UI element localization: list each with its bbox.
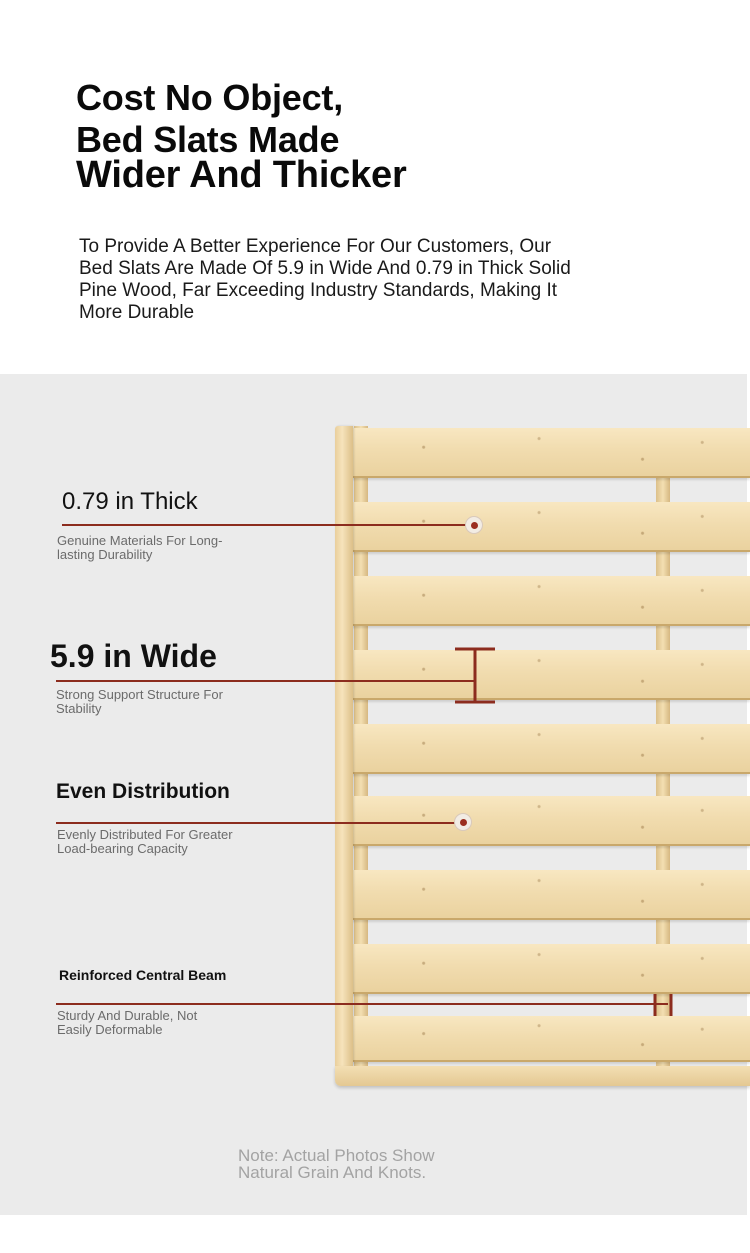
feature-beam — [59, 967, 226, 983]
callout-line-beam — [56, 1003, 668, 1005]
headline-line-3: Wider And Thicker — [76, 154, 407, 196]
slat — [352, 724, 750, 774]
feature-wide-subtitle: Strong Support Structure For Stability — [56, 687, 223, 716]
feature-distribution-subtitle: Evenly Distributed For Greater Load-bearing Capacity — [57, 827, 233, 856]
slat — [352, 796, 750, 846]
slat — [352, 944, 750, 994]
feature-beam-desc — [57, 1009, 227, 1037]
headline-line-2: Bed Slats Made — [76, 119, 340, 160]
photo-note — [238, 1147, 435, 1181]
callout-dot-distribution — [454, 813, 472, 831]
slat — [352, 428, 750, 478]
feature-distribution-desc — [57, 828, 257, 856]
feature-distribution-title: Even Distribution — [56, 780, 230, 803]
bottom-rail — [335, 1066, 750, 1086]
photo-note-line-2: Natural Grain And Knots. — [238, 1163, 427, 1182]
slat — [352, 870, 750, 920]
feature-thick — [62, 488, 198, 516]
slat — [352, 1016, 750, 1062]
feature-beam-title: Reinforced Central Beam — [59, 967, 227, 983]
feature-thick-subtitle: Genuine Materials For Long-lasting Durability — [57, 533, 223, 562]
beam-indicator-icon — [650, 992, 676, 1018]
slat — [352, 576, 750, 626]
callout-line-thick — [62, 524, 476, 526]
slat — [352, 650, 750, 700]
intro-paragraph: To Provide A Better Experience For Our Customers, Our Bed Slats Are Made Of 5.9 in Wide And 0.79 in Thick Solid Pine Wood, Far Exceeding Industry Standards, Making It More Durable — [79, 236, 571, 323]
callout-dot-thick — [465, 516, 483, 534]
photo-note-line-1: Note: Actual Photos Show — [238, 1146, 435, 1165]
feature-wide-title: 5.9 in Wide — [50, 638, 217, 674]
headline-line-1: Cost No Object, — [76, 77, 344, 118]
feature-distribution — [56, 780, 230, 804]
feature-wide — [50, 638, 217, 675]
callout-line-wide — [56, 680, 476, 682]
feature-wide-desc — [56, 688, 256, 716]
headline — [76, 77, 436, 196]
width-indicator-icon — [455, 647, 495, 705]
slat — [352, 502, 750, 552]
feature-beam-subtitle: Sturdy And Durable, Not Easily Deformable — [57, 1008, 198, 1037]
feature-thick-desc — [57, 534, 227, 562]
feature-thick-title: 0.79 in Thick — [62, 488, 198, 515]
callout-line-distribution — [56, 822, 464, 824]
